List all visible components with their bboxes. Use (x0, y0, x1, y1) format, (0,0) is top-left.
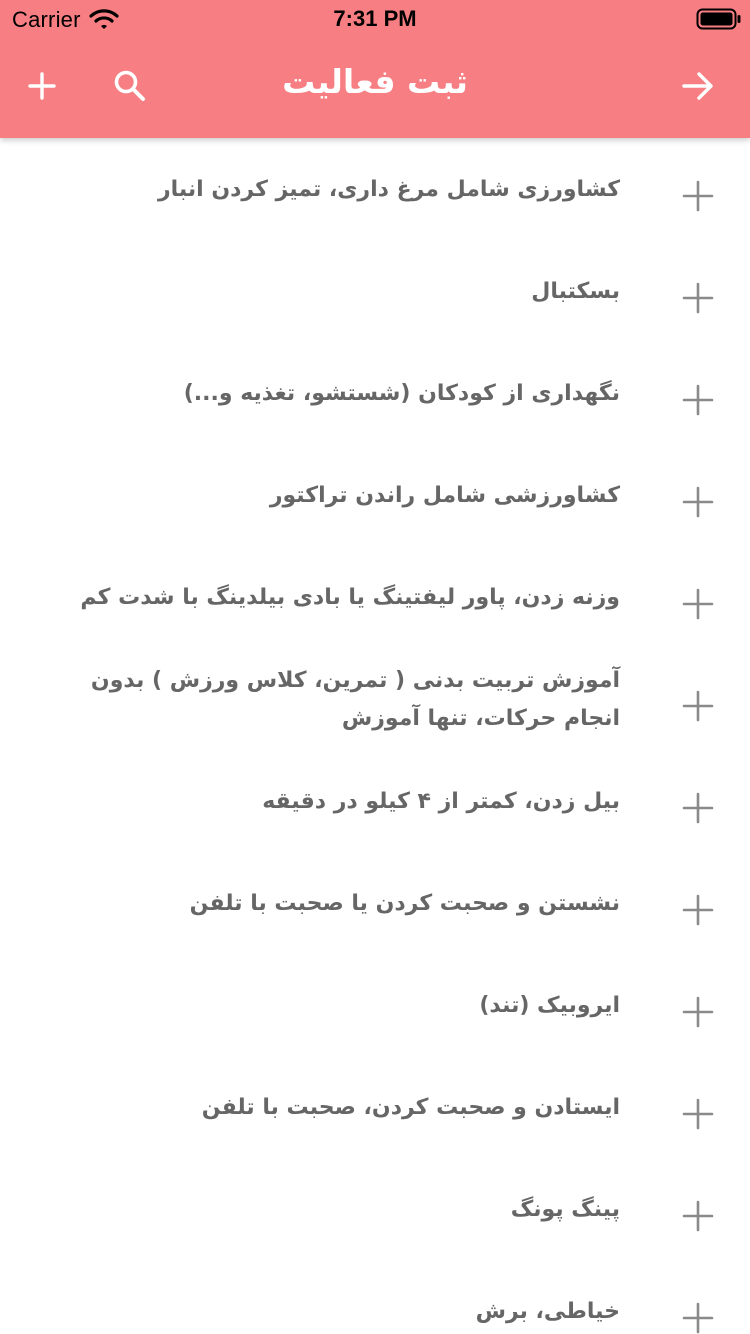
activity-label: نگهداری از کودکان (شستشو، تغذیه و...) (183, 381, 620, 406)
activity-label: ایروبیک (تند) (479, 993, 620, 1018)
plus-icon[interactable] (680, 994, 716, 1030)
activity-label: وزنه زدن، پاور لیفتینگ یا بادی بیلدینگ با شدت کم (80, 585, 620, 610)
plus-icon[interactable] (680, 1198, 716, 1234)
plus-icon[interactable] (680, 1096, 716, 1132)
activity-row[interactable] (0, 957, 750, 1059)
status-bar (0, 0, 750, 40)
search-icon (112, 68, 148, 104)
activity-label: بسکتبال (531, 279, 620, 304)
plus-icon[interactable] (680, 586, 716, 622)
activity-label: پینگ پونگ (510, 1197, 620, 1222)
plus-icon[interactable] (680, 382, 716, 418)
activity-row[interactable] (0, 1161, 750, 1263)
plus-icon (27, 71, 57, 101)
activity-label: کشاورزشی شامل راندن تراکتور (269, 483, 620, 508)
page-title: ثبت فعالیت (282, 62, 468, 101)
activity-row[interactable] (0, 243, 750, 345)
plus-icon[interactable] (680, 1300, 716, 1334)
activity-row[interactable] (0, 549, 750, 651)
plus-icon[interactable] (680, 892, 716, 928)
activity-row[interactable] (0, 651, 750, 753)
back-button[interactable] (672, 60, 724, 112)
plus-icon[interactable] (680, 688, 716, 724)
carrier-label: Carrier (12, 7, 81, 32)
activity-row[interactable] (0, 1263, 750, 1334)
plus-icon[interactable] (680, 484, 716, 520)
activity-label: کشاورزی شامل مرغ داری، تمیز کردن انبار (158, 177, 620, 202)
activity-row[interactable] (0, 345, 750, 447)
plus-icon[interactable] (680, 178, 716, 214)
activity-label: آموزش تربیت بدنی ( تمرین، کلاس ورزش ) بدون انجام حرکات، تنها آموزش (90, 668, 620, 731)
plus-icon[interactable] (680, 280, 716, 316)
battery-icon (696, 8, 742, 30)
activity-row[interactable] (0, 855, 750, 957)
activity-label: بیل زدن، کمتر از ۴ کیلو در دقیقه (262, 789, 620, 814)
nav-bar (0, 40, 750, 138)
activity-label: خیاطی، برش (475, 1299, 620, 1324)
activity-row[interactable] (0, 447, 750, 549)
activity-label: نشستن و صحبت کردن یا صحبت با تلفن (189, 891, 620, 916)
plus-icon[interactable] (680, 790, 716, 826)
activity-row[interactable] (0, 141, 750, 243)
status-time: 7:31 PM (333, 6, 417, 31)
activity-list (0, 138, 750, 1334)
top-bar (0, 0, 750, 138)
add-button[interactable] (16, 60, 68, 112)
activity-label: ایستادن و صحبت کردن، صحبت با تلفن (201, 1095, 620, 1120)
search-button[interactable] (104, 60, 156, 112)
activity-row[interactable] (0, 753, 750, 855)
arrow-right-icon (680, 68, 716, 104)
activity-row[interactable] (0, 1059, 750, 1161)
